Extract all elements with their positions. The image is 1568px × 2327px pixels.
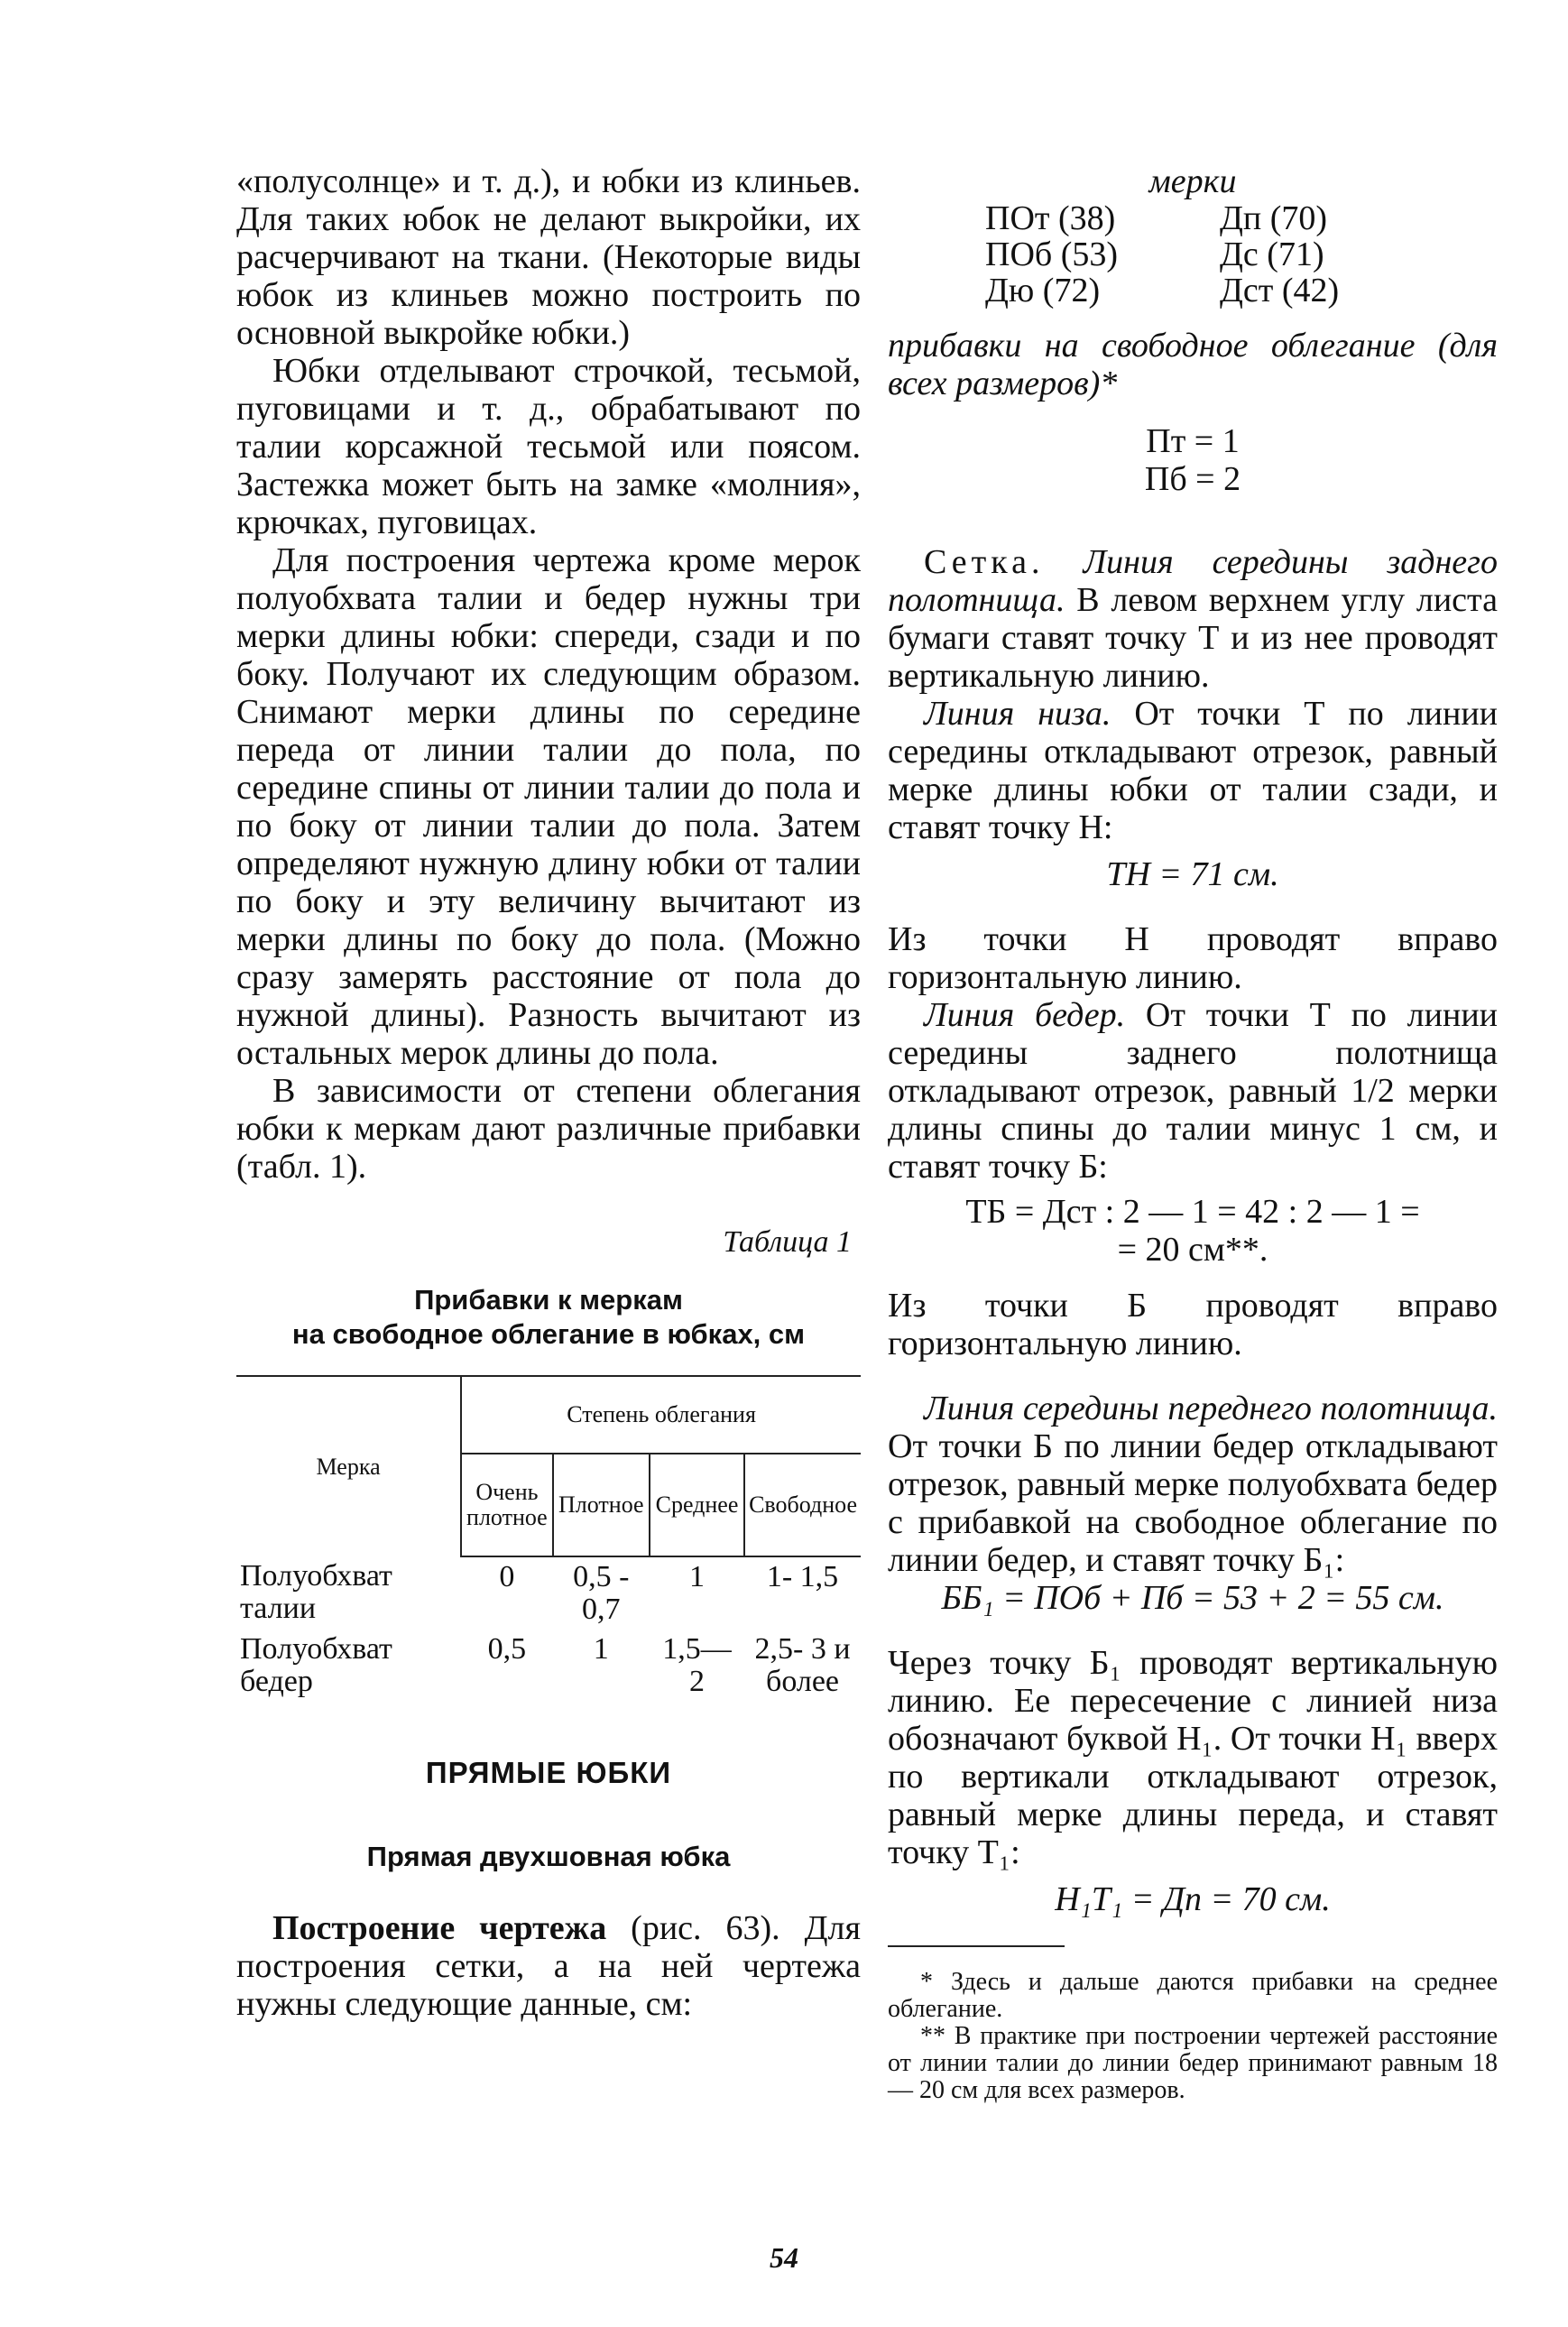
column-header: Среднее bbox=[650, 1454, 744, 1556]
table-title bbox=[236, 1283, 861, 1352]
allowance-table bbox=[236, 1375, 861, 1702]
italic-term: Линия середины заднего полотнища. bbox=[888, 543, 1499, 619]
formula-line: = 20 см**. bbox=[1117, 1231, 1268, 1269]
paragraph bbox=[888, 695, 1498, 846]
paragraph: Из точки Б проводят вправо горизонтальную линию. bbox=[888, 1287, 1498, 1362]
column-header: Свободное bbox=[744, 1454, 861, 1556]
paragraph: В зависимости от степени облегания юбки к меркам дают различные прибавки (табл. 1). bbox=[236, 1072, 861, 1186]
column-group-header: Степень облегания bbox=[461, 1376, 861, 1454]
table-title-line: на свободное облегание в юбках, см bbox=[291, 1318, 806, 1350]
left-column bbox=[236, 162, 861, 2023]
formula-line: ТБ = Дст : 2 — 1 = 42 : 2 — 1 = bbox=[965, 1193, 1420, 1231]
paragraph: «полусолнце» и т. д.), и юбки из клиньев. Для таких юбок не делают выкройки, их расчерчивают на ткани. (Некоторые виды юбок из клиньев можно построить по основной выкройке юбки.) bbox=[236, 162, 861, 352]
table-label: Таблица 1 bbox=[723, 1225, 852, 1259]
paragraph bbox=[888, 996, 1498, 1186]
paragraph-text: От точки Б по линии бедер откладывают отрезок, равный мерке полуобхвата бедер с прибавкой на свободное облегание по линии бедер, и ставят точку Б₁: bbox=[888, 1427, 1498, 1579]
allowances-list bbox=[888, 422, 1498, 498]
footnote-divider bbox=[888, 1945, 1065, 1947]
paragraph: Через точку Б₁ проводят вертикальную линию. Ее пересечение с линией низа обозначают буквой Н₁. От точки Н₁ вверх по вертикали откладывают отрезок, равный мерке длины переда, и ставят точку Т₁: bbox=[888, 1644, 1498, 1871]
paragraph-text: От точки Т по линии середины откладывают отрезок, равный мерке длины юбки от талии сзади, и ставят точку Н: bbox=[888, 695, 1498, 846]
table-cell: 0,5 bbox=[487, 1632, 527, 1666]
paragraph bbox=[888, 1390, 1498, 1579]
paragraph: Для построения чертежа кроме мерок полуобхвата талии и бедер нужны три мерки длины юбки: спереди, сзади и по боку. Получают их следующим образом. Снимают мерки длины по середине переда от линии талии до пола, по середине спины от линии талии до пола и по боку от линии талии до пола. Затем определяют нужную длину юбки от талии по боку и эту величину вычитают из мерки длины по боку до пола. (Можно сразу замерять расстояние от пола до нужной длины). Разность вычитают из остальных мерок длины до пола. bbox=[236, 541, 861, 1072]
merki-label: мерки bbox=[1148, 162, 1237, 200]
run-in-heading: Сетка. bbox=[924, 543, 1045, 581]
column-header-merka: Мерка bbox=[236, 1376, 461, 1556]
paragraph bbox=[888, 543, 1498, 695]
measurement: Дс (71) bbox=[1220, 235, 1324, 273]
allowance: Пб = 2 bbox=[1144, 460, 1241, 498]
paragraph: Из точки Н проводят вправо горизонтальную линию. bbox=[888, 920, 1498, 996]
table-cell: 1 bbox=[593, 1632, 609, 1666]
right-column bbox=[888, 162, 1498, 2104]
column-header: Плотное bbox=[553, 1454, 650, 1556]
page-number: 54 bbox=[770, 2241, 798, 2274]
measurement: ПОт (38) bbox=[985, 199, 1116, 237]
paragraph-text: В левом верхнем углу листа бумаги ставят точку Т и из нее проводят вертикальную линию. bbox=[888, 581, 1498, 695]
table-cell: 1- 1,5 bbox=[766, 1560, 839, 1593]
table-cell: 0,5 - 0,7 bbox=[573, 1560, 630, 1626]
subsection-heading: Прямая двухшовная юбка bbox=[366, 1841, 731, 1872]
paragraph bbox=[236, 1909, 861, 2023]
allowances-label: прибавки на свободное облегание (для всех размеров)* bbox=[888, 327, 1498, 402]
italic-term: Линия бедер. bbox=[924, 996, 1126, 1034]
measurement: ПОб (53) bbox=[985, 235, 1119, 273]
italic-term: Линия середины переднего полотнища. bbox=[924, 1390, 1498, 1427]
formula: ББ₁ = ПОб + Пб = 53 + 2 = 55 см. bbox=[941, 1579, 1444, 1617]
italic-term: Линия низа. bbox=[924, 695, 1111, 733]
measurement: Дю (72) bbox=[985, 272, 1101, 309]
column-header: Очень плотное bbox=[461, 1454, 553, 1556]
table-row bbox=[236, 1630, 861, 1702]
run-in-heading: Построение чертежа bbox=[272, 1909, 607, 1947]
table-cell: 1,5— 2 bbox=[662, 1632, 732, 1698]
formula: Н₁Т₁ = Дп = 70 см. bbox=[1055, 1880, 1331, 1918]
table-cell: 2,5- 3 и более bbox=[754, 1632, 851, 1698]
section-heading: ПРЯМЫЕ ЮБКИ bbox=[425, 1756, 672, 1789]
paragraph-text: (рис. 63). Для построения сетки, а на ней чертежа нужны следующие данные, см: bbox=[236, 1909, 861, 2023]
footnote: ** В практике при построении чертежей расстояние от линии талии до линии бедер принимают равным 18 — 20 см для всех размеров. bbox=[888, 2022, 1498, 2104]
formula: ТН = 71 см. bbox=[1106, 855, 1279, 893]
table-cell: Полуобхват талии bbox=[240, 1559, 392, 1625]
table-title-line: Прибавки к меркам bbox=[414, 1284, 683, 1316]
table-row bbox=[236, 1556, 861, 1630]
table-cell: Полуобхват бедер bbox=[240, 1632, 392, 1698]
table-cell: 0 bbox=[499, 1560, 515, 1593]
table-cell: 1 bbox=[688, 1560, 705, 1593]
measurement: Дст (42) bbox=[1220, 272, 1340, 309]
measurements-list bbox=[888, 200, 1498, 309]
measurement: Дп (70) bbox=[1220, 199, 1328, 237]
paragraph: Юбки отделывают строчкой, тесьмой, пуговицами и т. д., обрабатывают по талии корсажной тесьмой или поясом. Застежка может быть на замке «молния», крючках, пуговицах. bbox=[236, 352, 861, 541]
paragraph-text: От точки Т по линии середины заднего полотнища откладывают отрезок, равный 1/2 мерки длины спины до талии минус 1 см, и ставят точку Б: bbox=[888, 996, 1498, 1186]
allowance: Пт = 1 bbox=[1146, 422, 1240, 460]
footnote: * Здесь и дальше даются прибавки на среднее облегание. bbox=[888, 1968, 1498, 2023]
formula bbox=[888, 1193, 1498, 1269]
